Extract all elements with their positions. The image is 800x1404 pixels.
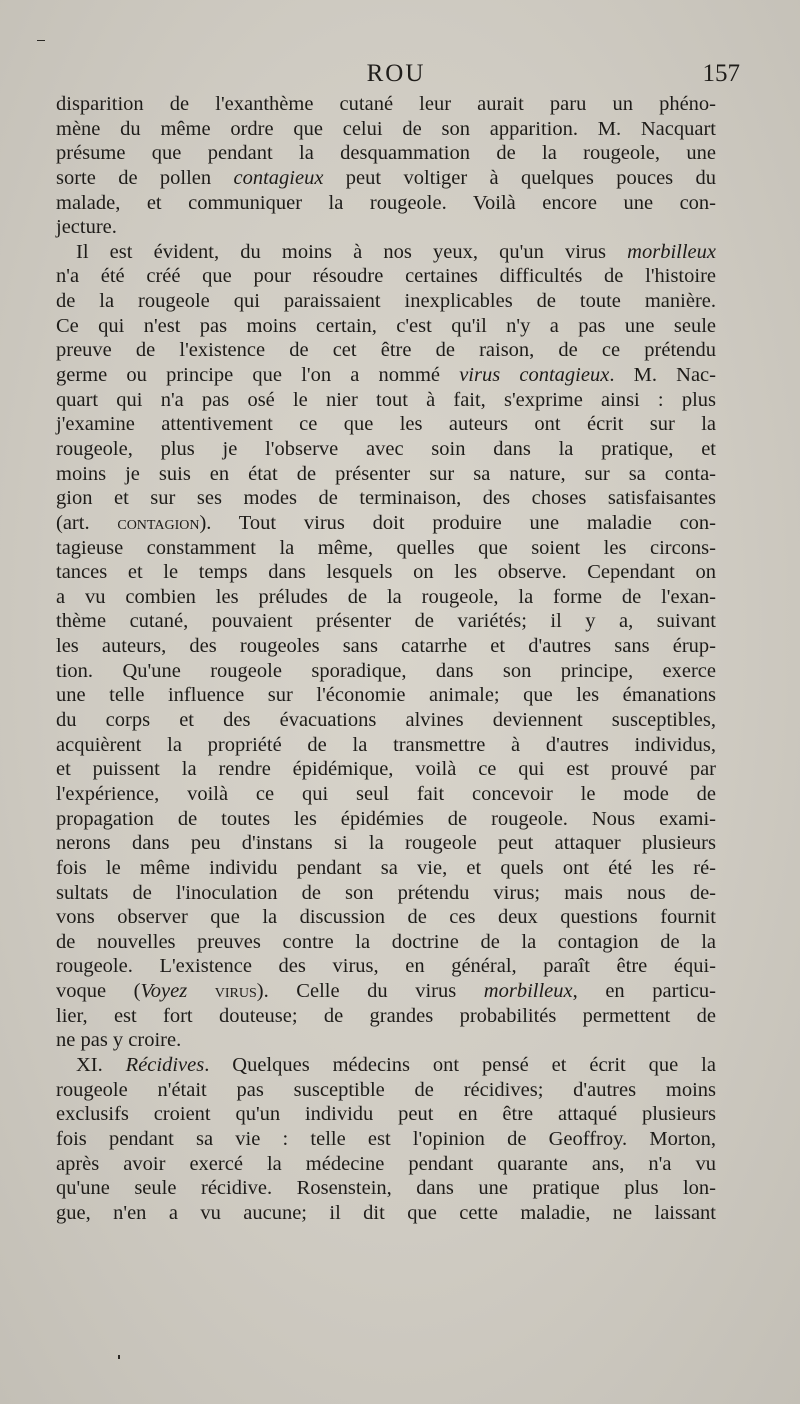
text-line: n'a été créé que pour résoudre certaines difficultés de l'histoire bbox=[56, 265, 716, 288]
text-line: Il est évident, du moins à nos yeux, qu'un virus morbilleux bbox=[76, 240, 716, 263]
text-line: propagation de toutes les épidémies de rougeole. Nous exami- bbox=[56, 807, 716, 830]
text-line: tances et le temps dans lesquels on les observe. Cependant on bbox=[56, 561, 716, 584]
text-line: preuve de l'existence de cet être de raison, de ce prétendu bbox=[56, 339, 716, 362]
text-line: sultats de l'inoculation de son prétendu virus; mais nous de- bbox=[56, 881, 716, 904]
text-line: ne pas y croire. bbox=[56, 1029, 182, 1052]
text-line: sorte de pollen contagieux peut voltiger à quelques pouces du bbox=[56, 166, 716, 189]
print-speck bbox=[37, 40, 45, 41]
text-line: tagieuse constamment la même, quelles que soient les circons- bbox=[56, 536, 716, 559]
text-line: rougeole, plus je l'observe avec soin dans la pratique, et bbox=[56, 437, 716, 460]
text-line: moins je suis en état de présenter sur sa nature, sur sa conta- bbox=[56, 462, 716, 485]
text-line: XI. Récidives. Quelques médecins ont pensé et écrit que la bbox=[76, 1053, 716, 1076]
text-line: quart qui n'a pas osé le nier tout à fait, s'exprime ainsi : plus bbox=[56, 388, 716, 411]
text-line: présume que pendant la desquammation de la rougeole, une bbox=[56, 142, 716, 165]
text-line: qu'une seule récidive. Rosenstein, dans une pratique plus lon- bbox=[56, 1177, 716, 1200]
text-line: rougeole. L'existence des virus, en général, paraît être équi- bbox=[56, 955, 716, 978]
text-line: après avoir exercé la médecine pendant quarante ans, n'a vu bbox=[56, 1152, 716, 1175]
text-line: malade, et communiquer la rougeole. Voilà encore une con- bbox=[56, 191, 716, 214]
print-speck bbox=[118, 1355, 120, 1359]
body-text bbox=[56, 92, 716, 1225]
italic-term: morbilleux bbox=[627, 240, 716, 263]
running-title: ROU bbox=[366, 60, 426, 87]
text-line: lier, est fort douteuse; de grandes probabilités permettent de bbox=[56, 1004, 716, 1027]
italic-term: contagieux bbox=[233, 166, 324, 189]
text-line: l'expérience, voilà ce qui seul fait concevoir le mode de bbox=[56, 782, 716, 805]
text-line: acquièrent la propriété de la transmettre à d'autres individus, bbox=[56, 733, 716, 756]
text-line: j'examine attentivement ce que les auteurs ont écrit sur la bbox=[56, 413, 716, 436]
page-number: 157 bbox=[702, 60, 740, 87]
text-line: exclusifs croient qu'un individu peut en être attaqué plusieurs bbox=[56, 1103, 716, 1126]
small-caps-term: virus bbox=[214, 980, 257, 1003]
small-caps-term: contagion bbox=[117, 511, 200, 534]
text-line: de nouvelles preuves contre la doctrine de la contagion de la bbox=[56, 930, 716, 953]
text-line: de la rougeole qui paraissaient inexplicables de toute manière. bbox=[56, 290, 716, 313]
text-line: gue, n'en a vu aucune; il dit que cette maladie, ne laissant bbox=[56, 1201, 716, 1224]
text-line: tion. Qu'une rougeole sporadique, dans son principe, exerce bbox=[56, 659, 716, 682]
text-line: une telle influence sur l'économie animale; que les émanations bbox=[56, 684, 716, 707]
text-line: gion et sur ses modes de terminaison, des choses satisfaisantes bbox=[56, 487, 716, 510]
text-line: thème cutané, pouvaient présenter de variétés; il y a, suivant bbox=[56, 610, 716, 633]
text-line: jecture. bbox=[56, 216, 117, 239]
text-line: (art. contagion). Tout virus doit produire une maladie con- bbox=[56, 511, 716, 534]
text-line: fois le même individu pendant sa vie, et quels ont été les ré- bbox=[56, 856, 716, 879]
italic-term: virus contagieux bbox=[459, 364, 610, 387]
text-line: fois pendant sa vie : telle est l'opinion de Geoffroy. Morton, bbox=[56, 1127, 716, 1150]
text-line: du corps et des évacuations alvines deviennent susceptibles, bbox=[56, 709, 716, 732]
text-line: rougeole n'était pas susceptible de récidives; d'autres moins bbox=[56, 1078, 716, 1101]
text-line: a vu combien les préludes de la rougeole, la forme de l'exan- bbox=[56, 585, 716, 608]
running-head bbox=[56, 60, 740, 94]
italic-term: Récidives bbox=[125, 1053, 205, 1076]
italic-term: morbilleux bbox=[483, 980, 573, 1003]
text-line: voque (Voyez virus). Celle du virus morbilleux, en particu- bbox=[56, 980, 716, 1003]
text-line: vons observer que la discussion de ces deux questions fournit bbox=[56, 906, 716, 929]
text-line: et puissent la rendre épidémique, voilà ce qui est prouvé par bbox=[56, 758, 716, 781]
text-line: germe ou principe que l'on a nommé virus contagieux. M. Nac- bbox=[56, 364, 716, 387]
text-line: nerons dans peu d'instans si la rougeole peut attaquer plusieurs bbox=[56, 832, 716, 855]
italic-term: Voyez bbox=[140, 980, 188, 1003]
text-line: disparition de l'exanthème cutané leur aurait paru un phéno- bbox=[56, 93, 716, 115]
text-line: mène du même ordre que celui de son apparition. M. Nacquart bbox=[56, 117, 716, 140]
text-line: Ce qui n'est pas moins certain, c'est qu'il n'y a pas une seule bbox=[56, 314, 716, 337]
text-line: les auteurs, des rougeoles sans catarrhe et d'autres sans érup- bbox=[56, 635, 716, 658]
